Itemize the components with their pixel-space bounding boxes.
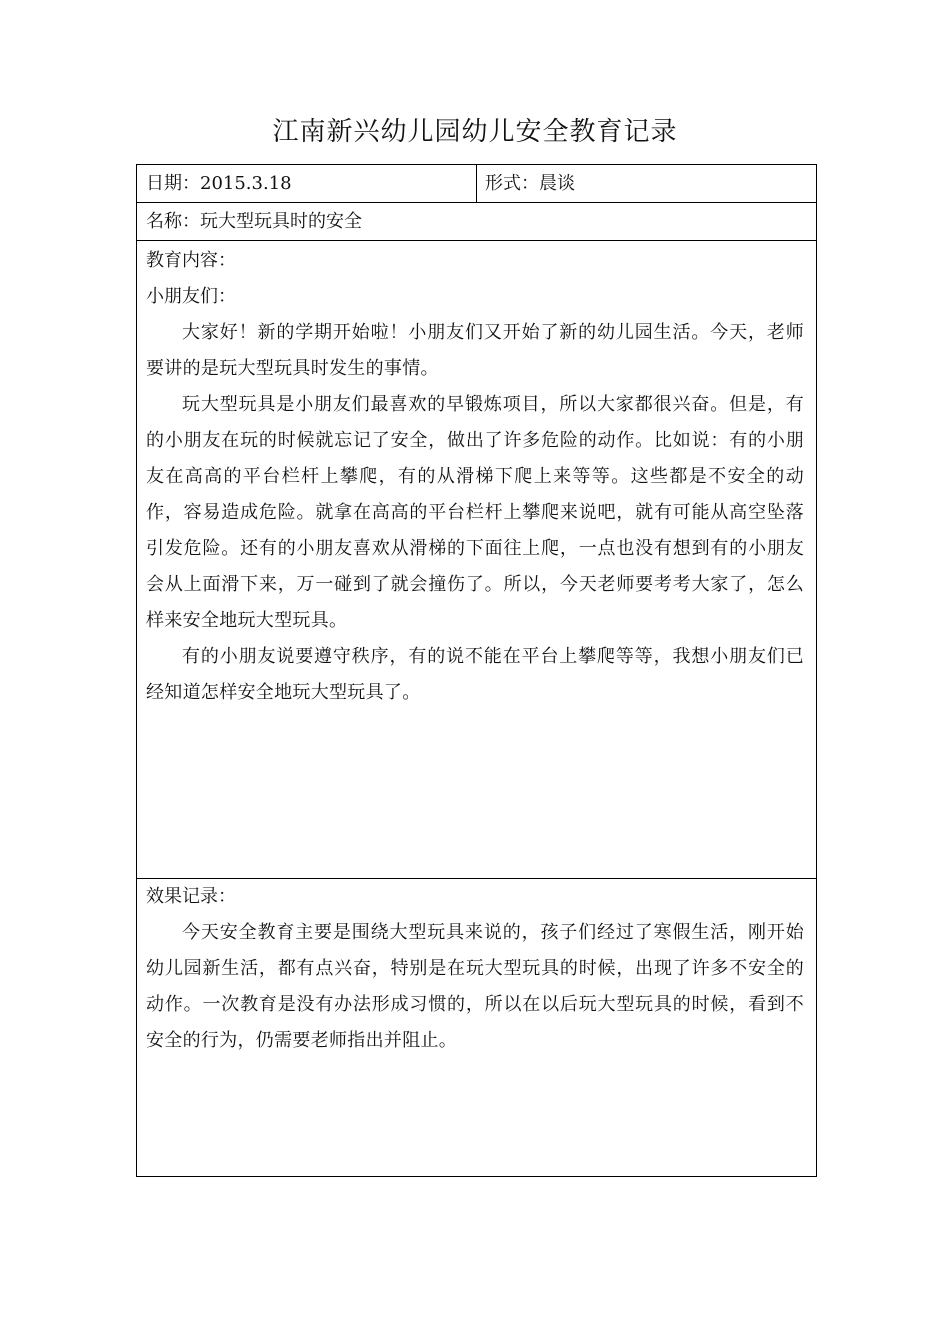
name-cell: 名称：玩大型玩具时的安全 (146, 211, 362, 232)
content-paragraph: 玩大型玩具是小朋友们最喜欢的早锻炼项目，所以大家都很兴奋。但是，有的小朋友在玩的时候就忘记了安全，做出了许多危险的动作。比如说：有的小朋友在高高的平台栏杆上攀爬，有的从滑梯下爬上来等等。这些都是不安全的动作，容易造成危险。就拿在高高的平台栏杆上攀爬来说吧，就有可能从高空坠落引发危险。还有的小朋友喜欢从滑梯的下面往上爬，一点也没有想到有的小朋友会从上面滑下来，万一碰到了就会撞伤了。所以，今天老师要考考大家了，怎么样来安全地玩大型玩具。 (146, 394, 804, 631)
education-content-section (137, 241, 816, 879)
effect-paragraph: 今天安全教育主要是围绕大型玩具来说的，孩子们经过了寒假生活，刚开始幼儿园新生活，都有点兴奋，特别是在玩大型玩具的时候，出现了许多不安全的动作。一次教育是没有办法形成习惯的，所以在以后玩大型玩具的时候，看到不安全的行为，仍需要老师指出并阻止。 (146, 922, 804, 1051)
document-title: 江南新兴幼儿园幼儿安全教育记录 (272, 117, 678, 147)
content-paragraph: 有的小朋友说要遵守秩序，有的说不能在平台上攀爬等等，我想小朋友们已经知道怎样安全地玩大型玩具了。 (146, 646, 804, 703)
date-form-row (137, 165, 816, 203)
form-cell: 形式：晨谈 (485, 173, 575, 194)
name-row (137, 203, 816, 241)
effect-record-body (146, 879, 804, 1059)
content-paragraph: 大家好！新的学期开始啦！小朋友们又开始了新的幼儿园生活。今天，老师要讲的是玩大型玩具时发生的事情。 (146, 322, 804, 379)
date-cell: 日期：2015.3.18 (137, 165, 477, 202)
effect-record-section (137, 879, 816, 1176)
content-label: 教育内容： (146, 250, 236, 271)
effect-label: 效果记录： (146, 886, 236, 907)
education-content-body (146, 243, 804, 711)
record-table (136, 164, 817, 1177)
greeting: 小朋友们： (146, 286, 236, 307)
